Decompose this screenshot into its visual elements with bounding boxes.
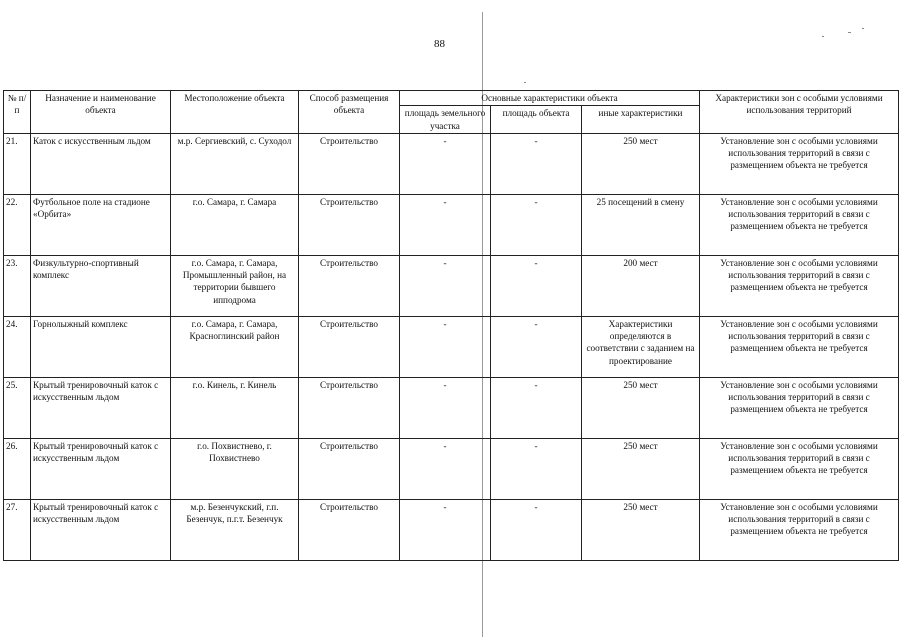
cell-zones: Установление зон с особыми условиями использования территорий в связи с размещением объекта не требуется [700, 377, 899, 438]
cell-name: Футбольное поле на стадионе «Орбита» [31, 194, 171, 255]
cell-name: Горнолыжный комплекс [31, 316, 171, 377]
cell-zones: Установление зон с особыми условиями использования территорий в связи с размещением объекта не требуется [700, 133, 899, 194]
cell-location: г.о. Похвистнево, г. Похвистнево [171, 438, 299, 499]
scan-speck [822, 36, 824, 37]
table-row [4, 438, 899, 499]
cell-method: Строительство [299, 194, 400, 255]
cell-location: г.о. Самара, г. Самара, Красноглинский район [171, 316, 299, 377]
cell-num: 23. [4, 255, 31, 316]
cell-land-area: - [400, 438, 491, 499]
cell-method: Строительство [299, 499, 400, 560]
cell-land-area: - [400, 499, 491, 560]
cell-land-area: - [400, 377, 491, 438]
cell-zones: Установление зон с особыми условиями использования территорий в связи с размещением объекта не требуется [700, 194, 899, 255]
cell-object-area: - [491, 133, 582, 194]
cell-location: м.р. Сергиевский, с. Суходол [171, 133, 299, 194]
cell-name: Крытый тренировочный каток с искусственным льдом [31, 438, 171, 499]
cell-object-area: - [491, 255, 582, 316]
cell-other: 250 мест [582, 133, 700, 194]
table-row [4, 316, 899, 377]
scan-speck [524, 82, 526, 83]
cell-location: г.о. Кинель, г. Кинель [171, 377, 299, 438]
cell-object-area: - [491, 194, 582, 255]
header-location: Местоположение объекта [171, 91, 299, 134]
cell-location: м.р. Безенчукский, г.п. Безенчук, п.г.т. Безенчук [171, 499, 299, 560]
objects-table [3, 90, 899, 561]
cell-land-area: - [400, 255, 491, 316]
cell-object-area: - [491, 499, 582, 560]
cell-other: 250 мест [582, 377, 700, 438]
scan-speck [862, 28, 864, 29]
cell-num: 24. [4, 316, 31, 377]
cell-num: 25. [4, 377, 31, 438]
cell-name: Физкультурно-спортивный комплекс [31, 255, 171, 316]
cell-name: Крытый тренировочный каток с искусственным льдом [31, 499, 171, 560]
table-row [4, 255, 899, 316]
cell-num: 27. [4, 499, 31, 560]
cell-num: 21. [4, 133, 31, 194]
cell-name: Каток с искусственным льдом [31, 133, 171, 194]
header-zones: Характеристики зон с особыми условиями использования территорий [700, 91, 899, 134]
cell-object-area: - [491, 377, 582, 438]
header-land-area: площадь земельного участка [400, 106, 491, 134]
table-row [4, 194, 899, 255]
cell-zones: Установление зон с особыми условиями использования территорий в связи с размещением объекта не требуется [700, 499, 899, 560]
cell-other: 200 мест [582, 255, 700, 316]
cell-location: г.о. Самара, г. Самара [171, 194, 299, 255]
cell-num: 22. [4, 194, 31, 255]
header-name: Назначение и наименование объекта [31, 91, 171, 134]
cell-land-area: - [400, 316, 491, 377]
header-method: Способ размещения объекта [299, 91, 400, 134]
header-other-characteristics: иные характеристики [582, 106, 700, 134]
cell-method: Строительство [299, 438, 400, 499]
cell-name: Крытый тренировочный каток с искусственным льдом [31, 377, 171, 438]
cell-object-area: - [491, 316, 582, 377]
cell-zones: Установление зон с особыми условиями использования территорий в связи с размещением объекта не требуется [700, 438, 899, 499]
cell-other: 250 мест [582, 438, 700, 499]
table-row [4, 377, 899, 438]
header-main-characteristics: Основные характеристики объекта [400, 91, 700, 106]
scan-speck [848, 32, 851, 33]
cell-land-area: - [400, 194, 491, 255]
cell-method: Строительство [299, 255, 400, 316]
header-object-area: площадь объекта [491, 106, 582, 134]
cell-object-area: - [491, 438, 582, 499]
cell-zones: Установление зон с особыми условиями использования территорий в связи с размещением объекта не требуется [700, 255, 899, 316]
cell-other: 25 посещений в смену [582, 194, 700, 255]
cell-method: Строительство [299, 377, 400, 438]
cell-other: Характеристики определяются в соответствии с заданием на проектирование [582, 316, 700, 377]
cell-method: Строительство [299, 133, 400, 194]
cell-zones: Установление зон с особыми условиями использования территорий в связи с размещением объекта не требуется [700, 316, 899, 377]
cell-other: 250 мест [582, 499, 700, 560]
table-row [4, 133, 899, 194]
page-number: 88 [434, 38, 445, 50]
cell-location: г.о. Самара, г. Самара, Промышленный район, на территории бывшего ипподрома [171, 255, 299, 316]
header-num: № п/п [4, 91, 31, 134]
cell-land-area: - [400, 133, 491, 194]
table-row [4, 499, 899, 560]
cell-method: Строительство [299, 316, 400, 377]
cell-num: 26. [4, 438, 31, 499]
